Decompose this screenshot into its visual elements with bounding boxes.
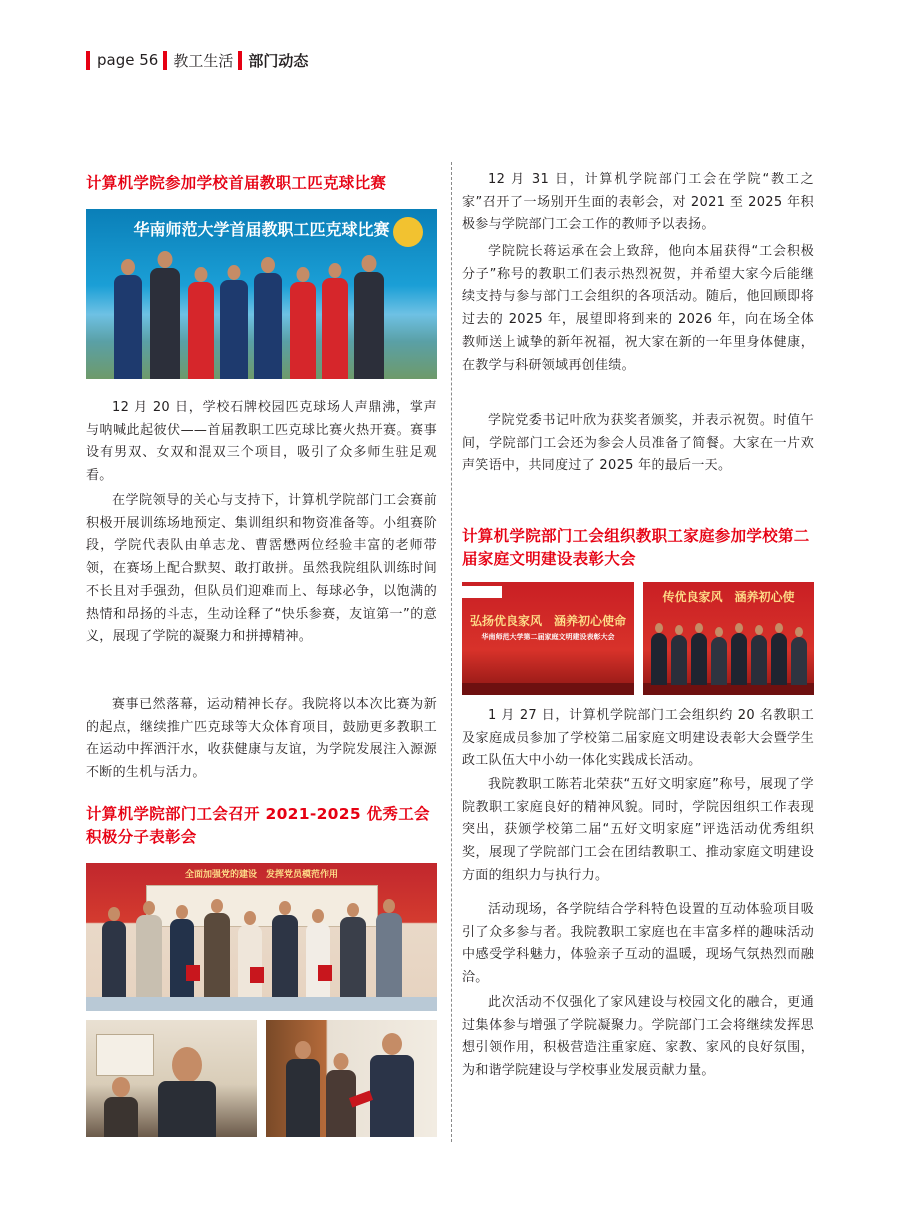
team-member xyxy=(188,267,214,379)
pickleball-team-photo xyxy=(86,209,437,379)
team-member xyxy=(114,259,142,379)
stage-floor xyxy=(462,683,634,695)
awardee xyxy=(771,623,787,685)
speaker xyxy=(158,1047,216,1137)
awardee xyxy=(751,625,767,685)
attendee xyxy=(326,1053,356,1137)
article-paragraph: 在学院领导的关心与支持下，计算机学院部门工会赛前积极开展训练场地预定、集训组织和物资准备等。小组赛阶段，学院代表队由单志龙、曹霑懋两位经验丰富的老师带领，在赛场上配合默契、敢打敢拼。虽然我院组队训练时间不长且对手强劲，但队员们迎难而上、每球必争，以饱满的热情和昂扬的斗志，生动诠释了“快乐参赛，友谊第一”的意义，展现了学院的凝聚力和拼搏精神。 xyxy=(86,493,437,645)
header-separator-bar xyxy=(163,51,167,70)
article-title: 计算机学院参加学校首届教职工匹克球比赛 xyxy=(86,174,387,192)
article-paragraph: 12 月 20 日，学校石牌校园匹克球场人声鼎沸，掌声与呐喊此起彼伏——首届教职工匹克球比赛火热开赛。赛事设有男双、女双和混双三个项目，吸引了众多师生驻足观看。 xyxy=(86,400,437,484)
header-accent-bar xyxy=(86,51,90,70)
subsection-name: 部门动态 xyxy=(248,51,309,70)
column-divider xyxy=(451,162,452,1142)
awardee xyxy=(731,623,747,685)
article-paragraph: 学院院长蒋运承在会上致辞，他向本届获得“工会积极分子”称号的教职工们表示热烈祝贺，并希望大家今后能继续支持与参与部门工会组织的各项活动。随后，他回顾即将过去的 2025 年，展望即将到来的 2026 年，向在场全体教师送上诚挚的新年祝福，祝大家在新的一年里身体健康，在教学与科研领域再创佳绩。 xyxy=(462,244,814,373)
header-separator-bar xyxy=(238,51,242,70)
speech-photo xyxy=(86,1020,257,1137)
family-award-stage-photo xyxy=(462,582,634,695)
presenter xyxy=(370,1033,414,1137)
team-member xyxy=(254,257,282,379)
photo-banner-text: 弘扬优良家风 涵养初心使命 xyxy=(469,614,626,628)
awardee xyxy=(102,907,126,997)
awardee xyxy=(272,901,298,997)
team-member xyxy=(322,263,348,379)
awardee xyxy=(651,623,667,685)
awardee xyxy=(791,627,807,685)
stage-floor xyxy=(643,683,814,695)
awardee xyxy=(671,625,687,685)
team-member xyxy=(290,267,316,379)
awardee xyxy=(340,903,366,997)
article-paragraph: 我院教职工陈若北荣获“五好文明家庭”称号，展现了学院教职工家庭良好的精神风貌。同时，学院因组织工作表现突出，获颁学校第二届“五好文明家庭”评选活动优秀组织奖，展现了学院部门工会在团结教职工、推动家庭文明建设方面的组织力与执行力。 xyxy=(462,777,814,883)
awardee xyxy=(136,901,162,997)
article-paragraph: 此次活动不仅强化了家风建设与校园文化的融合，更通过集体参与增强了学院凝聚力。学院部门工会将继续发挥思想引领作用，积极营造注重家庭、家教、家风的良好氛围，为和谐学院建设与学校事业发展贡献力量。 xyxy=(462,995,814,1079)
award-group-photo xyxy=(86,863,437,1011)
screen-logo xyxy=(462,586,502,598)
photo-banner-text: 华南师范大学首届教职工匹克球比赛 xyxy=(133,220,390,239)
attendee xyxy=(104,1077,138,1137)
article-paragraph: 12 月 31 日，计算机学院部门工会在学院“教工之家”召开了一场别开生面的表彰会，对 2021 至 2025 年积极参与学院部门工会工作的教师予以表扬。 xyxy=(462,172,814,233)
awardee xyxy=(691,623,707,685)
photo-banner-text: 传优良家风 涵养初心使 xyxy=(662,590,795,604)
attendee xyxy=(286,1041,320,1137)
team-member xyxy=(220,265,248,379)
page-number: page 56 xyxy=(97,51,159,69)
article-title: 计算机学院部门工会组织教职工家庭参加学校第二届家庭文明建设表彰大会 xyxy=(462,527,810,568)
article-paragraph: 学院党委书记叶欣为获奖者颁奖，并表示祝贺。时值午间，学院部门工会还为参会人员准备了简餐。大家在一片欢声笑语中，共同度过了 2025 年的最后一天。 xyxy=(462,413,814,474)
awardee xyxy=(238,911,262,997)
section-name: 教工生活 xyxy=(173,51,234,70)
ball-graphic xyxy=(393,217,423,247)
photo-sub-banner-text: 华南师范大学第二届家庭文明建设表彰大会 xyxy=(481,633,615,641)
awardee xyxy=(376,899,402,997)
awardee xyxy=(204,899,230,997)
team-member xyxy=(150,251,180,379)
award-handover-photo xyxy=(266,1020,437,1137)
awardee xyxy=(711,627,727,685)
article-title: 计算机学院部门工会召开 2021-2025 优秀工会积极分子表彰会 xyxy=(86,805,430,846)
certificate xyxy=(250,967,264,983)
article-paragraph: 赛事已然落幕，运动精神长存。我院将以本次比赛为新的起点，继续推广匹克球等大众体育项目，鼓励更多教职工在运动中挥洒汗水，收获健康与友谊，为学院发展注入源源不断的生机与活力。 xyxy=(86,697,437,781)
family-award-group-photo xyxy=(643,582,814,695)
awardee xyxy=(306,909,330,997)
notice-board xyxy=(96,1034,154,1076)
floor xyxy=(86,997,437,1011)
awardee xyxy=(170,905,194,997)
article-paragraph: 1 月 27 日，计算机学院部门工会组织约 20 名教职工及家庭成员参加了学校第二届家庭文明建设表彰大会暨学生政工队伍大中小幼一体化实践成长活动。 xyxy=(462,708,814,769)
certificate xyxy=(186,965,200,981)
article-paragraph: 活动现场，各学院结合学科特色设置的互动体验项目吸引了众多参与者。我院教职工家庭也在丰富多样的趣味活动中感受学科魅力，体验亲子互动的温暖，现场气氛热烈而融洽。 xyxy=(462,902,814,986)
certificate xyxy=(318,965,332,981)
photo-banner-text: 全面加强党的建设 发挥党员模范作用 xyxy=(184,870,338,880)
team-member xyxy=(354,255,384,379)
page-header xyxy=(86,48,308,72)
